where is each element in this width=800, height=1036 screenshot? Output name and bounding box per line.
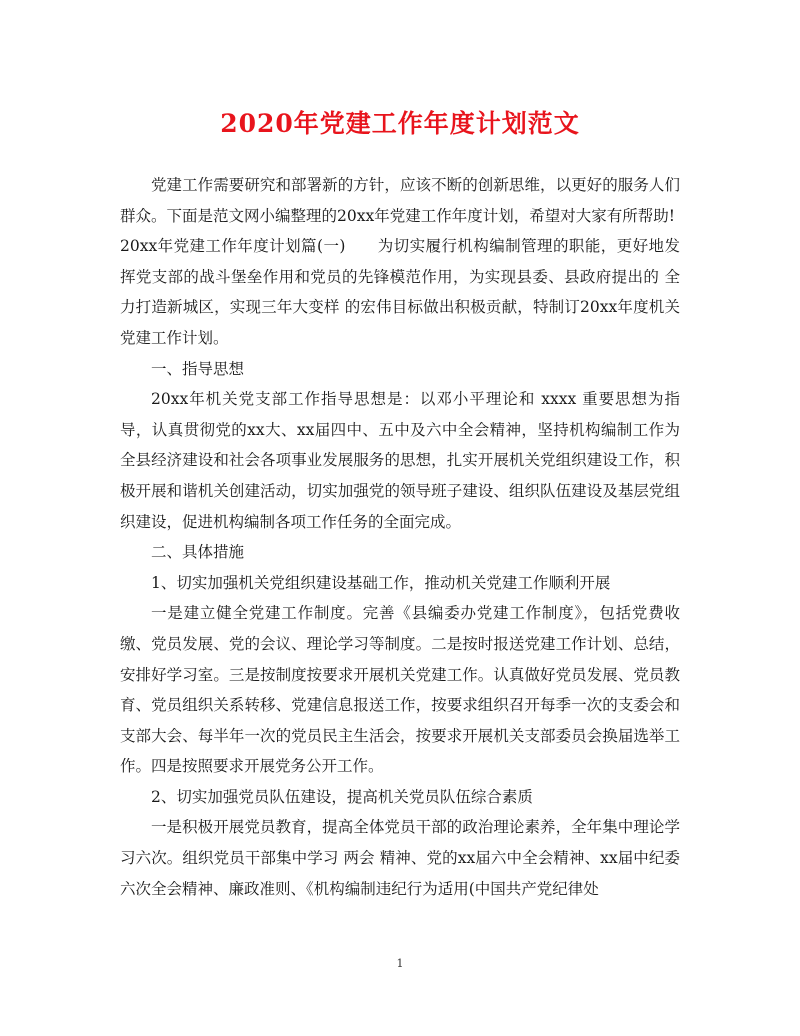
subheading-measure-1: 1、切实加强机关党组织建设基础工作，推动机关党建工作顺利开展 <box>151 573 611 592</box>
paragraph-guiding-thought: 20xx年机关党支部工作指导思想是：以邓小平理论和 xxxx 重要思想为指导，认真贯彻党的xx大、xx届四中、五中及六中全会精神，坚持机构编制工作为全县经济建设和社会各项事业发展服务的思想，扎实开展机关党组织建设工作，积极开展和谐机关创建活动，切实加强党的领导班子建设、组织队伍建设及基层党组织建设，促进机构编制各项工作任务的全面完成。 <box>120 390 680 531</box>
paragraph-measure-2: 一是积极开展党员教育，提高全体党员干部的政治理论素养，全年集中理论学习六次。组织党员干部集中学习 两会 精神、党的xx届六中全会精神、xx届中纪委六次全会精神、廉政准则、《机构编制违纪行为适用(中国共产党纪律处 <box>120 818 680 898</box>
document-body <box>120 170 680 904</box>
paragraph-section-heading: 20xx年党建工作年度计划篇(一) 为切实履行机构编制管理的职能，更好地发挥党支部的战斗堡垒作用和党员的先锋模范作用，为实现县委、县政府提出的 全力打造新城区，实现三年大变样 的宏伟目标做出积极贡献，特制订20xx年度机关党建工作计划。 <box>120 237 680 347</box>
page-number: 1 <box>396 957 404 970</box>
paragraph-measure-1: 一是建立健全党建工作制度。完善《县编委办党建工作制度》，包括党费收缴、党员发展、党的会议、理论学习等制度。二是按时报送党建工作计划、总结，安排好学习室。三是按制度按要求开展机关党建工作。认真做好党员发展、党员教育、党员组织关系转移、党建信息报送工作，按要求组织召开每季一次的支委会和支部大会、每半年一次的党员民主生活会，按要求开展机关支部委员会换届选举工作。四是按照要求开展党务公开工作。 <box>120 604 680 776</box>
subheading-measure-2: 2、切实加强党员队伍建设，提高机关党员队伍综合素质 <box>151 787 533 806</box>
heading-specific-measures: 二、具体措施 <box>151 543 245 562</box>
document-title: 2020年党建工作年度计划范文 <box>220 109 580 138</box>
paragraph-intro: 党建工作需要研究和部署新的方针，应该不断的创新思维，以更好的服务人们群众。下面是范文网小编整理的20xx年党建工作年度计划，希望对大家有所帮助! <box>120 176 680 225</box>
heading-guiding-thought: 一、指导思想 <box>151 359 245 378</box>
